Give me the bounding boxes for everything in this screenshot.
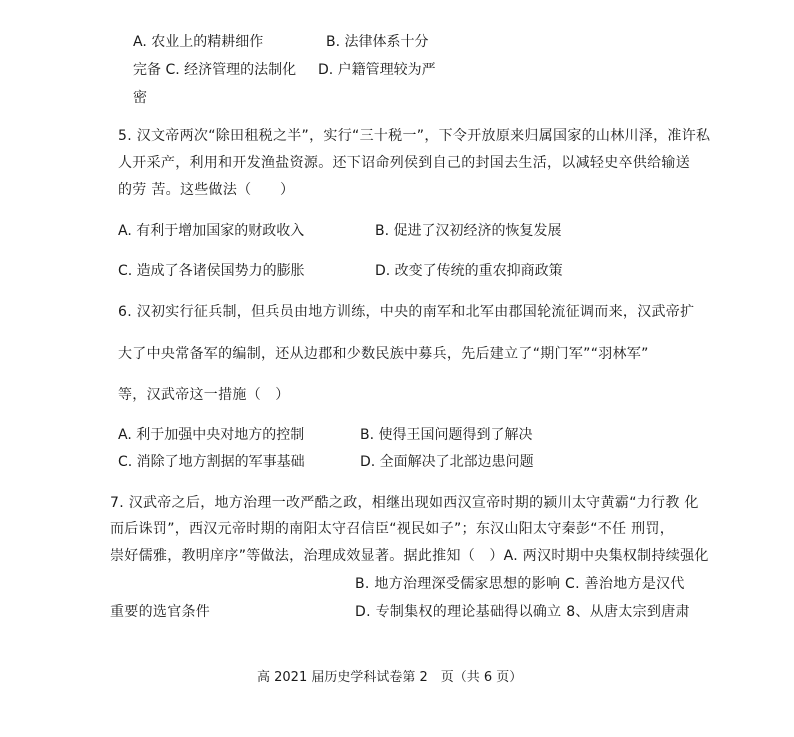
q6-option-d: D. 全面解决了北部边患问题 xyxy=(360,454,534,470)
q6-option-a: A. 利于加强中央对地方的控制 xyxy=(118,427,305,443)
q5-option-a: A. 有利于增加国家的财政收入 xyxy=(118,223,305,239)
q7-stem-line-3: 崇好儒雅，教明庠序”等做法，治理成效显著。据此推知（ ）A. 两汉时期中央集权制持续强化 xyxy=(110,548,709,564)
q6-stem-line-1: 6. 汉初实行征兵制，但兵员由地方训练，中央的南军和北军由郡国轮流征调而来，汉武帝扩 xyxy=(118,304,695,320)
q4-option-a: A. 农业上的精耕细作 xyxy=(133,34,264,50)
q4-option-b: B. 法律体系十分 xyxy=(326,34,429,50)
q7-line-5-left: 重要的选官条件 xyxy=(110,604,211,620)
q6-option-c: C. 消除了地方割据的军事基础 xyxy=(118,454,305,470)
q7-stem-line-2: 而后诛罚”，西汉元帝时期的南阳太守召信臣“视民如子”；东汉山阳太守秦彭“不任 刑罚， xyxy=(110,521,675,537)
q5-option-c: C. 造成了各诸侯国势力的膨胀 xyxy=(118,263,305,279)
q7-stem-line-1: 7. 汉武帝之后，地方治理一改严酷之政，相继出现如西汉宣帝时期的颍川太守黄霸“力行教 化 xyxy=(110,495,699,511)
q6-stem-line-3: 等，汉武帝这一措施（ ） xyxy=(118,387,290,403)
q4-option-d: D. 户籍管理较为严 xyxy=(318,62,436,78)
q6-option-b: B. 使得王国问题得到了解决 xyxy=(360,427,533,443)
q4-option-d-cont: 密 xyxy=(133,90,147,106)
q5-stem-line-3: 的劳 苦。这些做法（ ） xyxy=(118,182,295,198)
q5-stem-line-1: 5. 汉文帝两次“除田租税之半”，实行“三十税一”，下令开放原来归属国家的山林川泽，准许私 xyxy=(118,128,711,144)
q5-option-b: B. 促进了汉初经济的恢复发展 xyxy=(375,223,562,239)
q4-option-b-cont-and-c: 完备 C. 经济管理的法制化 xyxy=(133,62,297,78)
q6-stem-line-2: 大了中央常备军的编制，还从边郡和少数民族中募兵，先后建立了“期门军”“羽林军” xyxy=(118,346,649,362)
page-footer: 高 2021 届历史学科试卷第 2 页（共 6 页） xyxy=(257,670,523,685)
q5-option-d: D. 改变了传统的重农抑商政策 xyxy=(375,263,563,279)
q7-line-5-right: D. 专制集权的理论基础得以确立 8、从唐太宗到唐肃 xyxy=(355,604,690,620)
q5-stem-line-2: 人开采产，利用和开发渔盐资源。还下诏命列侯到自己的封国去生活，以减轻史卒供给输送 xyxy=(118,155,690,171)
q7-line-4: B. 地方治理深受儒家思想的影响 C. 善治地方是汉代 xyxy=(355,576,685,592)
